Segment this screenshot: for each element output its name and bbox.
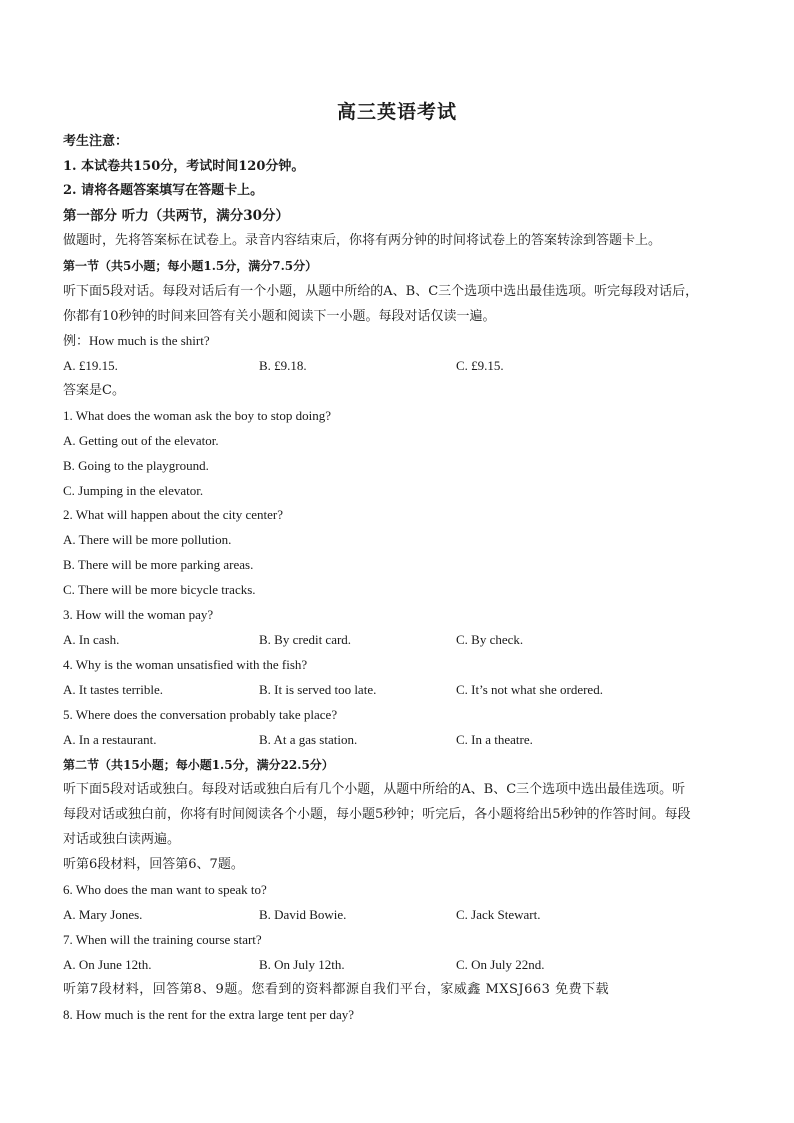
example-question: 例：How much is the shirt? — [63, 333, 210, 348]
example-option-a: A. £19.15. — [63, 358, 118, 373]
q7-stem: 7. When will the training course start? — [63, 932, 262, 947]
q8-stem: 8. How much is the rent for the extra large tent per day? — [63, 1007, 355, 1022]
section1-heading: 第一节（共5小题；每小题1.5分，满分7.5分） — [63, 259, 318, 273]
q2-option-c: C. There will be more bicycle tracks. — [63, 582, 256, 597]
q1-stem: 1. What does the woman ask the boy to stop doing? — [63, 408, 332, 423]
example-answer: 答案是C。 — [63, 383, 125, 398]
q5-stem: 5. Where does the conversation probably take place? — [63, 707, 338, 722]
q3-stem: 3. How will the woman pay? — [63, 607, 214, 622]
q7-option-b: B. On July 12th. — [259, 957, 345, 972]
q4-stem: 4. Why is the woman unsatisfied with the fish? — [63, 657, 308, 672]
q5-option-c: C. In a theatre. — [456, 732, 533, 747]
q7-option-a: A. On June 12th. — [63, 957, 152, 972]
material6-instruction: 听第6段材料，回答第6、7题。 — [63, 857, 244, 872]
q4-option-a: A. It tastes terrible. — [63, 682, 163, 697]
q3-option-a: A. In cash. — [63, 632, 120, 647]
q5-option-b: B. At a gas station. — [259, 732, 358, 747]
q1-option-b: B. Going to the playground. — [63, 458, 209, 473]
q2-stem: 2. What will happen about the city center? — [63, 507, 283, 522]
section2-instruction-line1: 听下面5段对话或独白。每段对话或独白后有几个小题，从题中所给的A、B、C三个选项中选出最佳选项。听 — [63, 782, 686, 797]
part1-heading: 第一部分 听力（共两节，满分30分） — [63, 208, 289, 224]
section1-instruction-line2: 你都有10秒钟的时间来回答有关小题和阅读下一小题。每段对话仅读一遍。 — [63, 309, 496, 324]
q7-option-c: C. On July 22nd. — [456, 957, 545, 972]
q3-option-b: B. By credit card. — [259, 632, 352, 647]
exam-title: 高三英语考试 — [336, 101, 457, 123]
example-option-b: B. £9.18. — [259, 358, 307, 373]
section2-heading: 第二节（共15小题；每小题1.5分，满分22.5分） — [63, 758, 334, 772]
q3-option-c: C. By check. — [456, 632, 524, 647]
q4-option-b: B. It is served too late. — [259, 682, 377, 697]
section2-instruction-line3: 对话或独白读两遍。 — [63, 832, 181, 847]
notice-item-2: 2. 请将各题答案填写在答题卡上。 — [63, 183, 264, 198]
notice-heading: 考生注意： — [63, 134, 129, 149]
q4-option-c: C. It’s not what she ordered. — [456, 682, 603, 697]
section1-instruction-line1: 听下面5段对话。每段对话后有一个小题，从题中所给的A、B、C三个选项中选出最佳选项。听完每段对话后， — [63, 284, 699, 299]
q2-option-a: A. There will be more pollution. — [63, 532, 232, 547]
notice-item-1: 1. 本试卷共150分，考试时间120分钟。 — [63, 159, 305, 174]
q6-option-c: C. Jack Stewart. — [456, 907, 541, 922]
q5-option-a: A. In a restaurant. — [63, 732, 157, 747]
part1-instruction: 做题时，先将答案标在试卷上。录音内容结束后，你将有两分钟的时间将试卷上的答案转涂到答题卡上。 — [63, 233, 662, 248]
q6-option-a: A. Mary Jones. — [63, 907, 143, 922]
section2-instruction-line2: 每段对话或独白前，你将有时间阅读各个小题，每小题5秒钟；听完后，各小题将给出5秒钟的作答时间。每段 — [63, 807, 691, 822]
q1-option-c: C. Jumping in the elevator. — [63, 483, 204, 498]
q6-stem: 6. Who does the man want to speak to? — [63, 882, 267, 897]
material7-instruction: 听第7段材料，回答第8、9题。您看到的资料都源自我们平台，家威鑫 MXSJ663 免费下载 — [63, 982, 610, 997]
q1-option-a: A. Getting out of the elevator. — [63, 433, 219, 448]
q2-option-b: B. There will be more parking areas. — [63, 557, 254, 572]
q6-option-b: B. David Bowie. — [259, 907, 347, 922]
example-option-c: C. £9.15. — [456, 358, 504, 373]
